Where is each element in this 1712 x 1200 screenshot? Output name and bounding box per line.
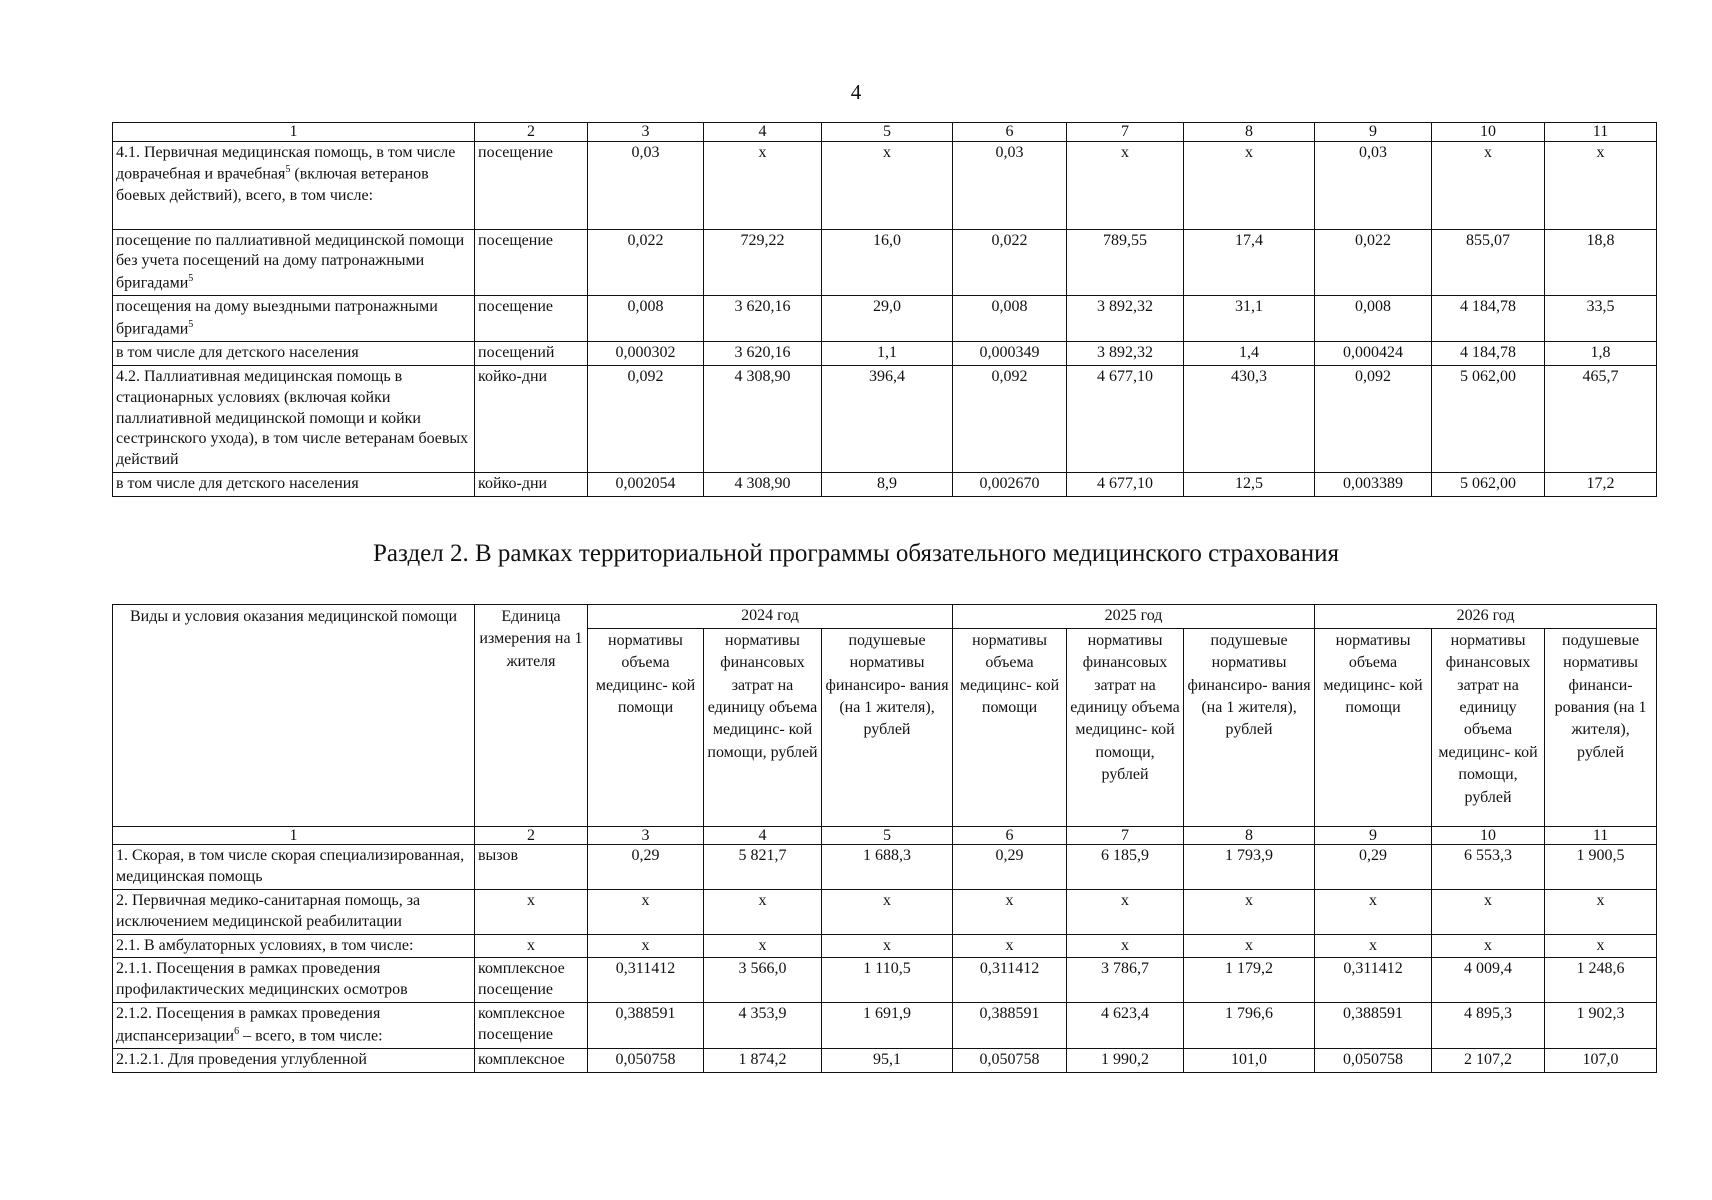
cell-value: 5 821,7: [704, 845, 822, 890]
subheader-cost: нормативы финансовых затрат на единицу объема медицинс- кой помощи, рублей: [1067, 628, 1184, 826]
row-label: 2. Первичная медико-санитарная помощь, за исключением медицинской реабилитации: [113, 889, 475, 934]
cell-value: x: [1432, 141, 1545, 229]
cell-value: 18,8: [1545, 229, 1657, 296]
subheader-percapita: подушевые нормативы финансиро- вания (на 1 жителя), рублей: [822, 628, 953, 826]
cell-value: 8,9: [822, 473, 953, 497]
cell-value: 0,022: [953, 229, 1067, 296]
cell-value: x: [1184, 889, 1315, 934]
cell-value: x: [1067, 141, 1184, 229]
cell-value: 729,22: [704, 229, 822, 296]
cell-value: 3 786,7: [1067, 958, 1184, 1003]
table-row: [113, 845, 1657, 890]
column-number: 4: [704, 826, 822, 845]
table-row: [113, 889, 1657, 934]
cell-value: 4 184,78: [1432, 342, 1545, 366]
row-label: 2.1.2. Посещения в рамках проведения диспансеризации$^6$ – всего, в том числе:: [113, 1002, 475, 1048]
cell-value: 0,022: [588, 229, 704, 296]
footnote-marker: 6: [234, 1025, 240, 1037]
cell-value: 4 895,3: [1432, 1002, 1545, 1048]
cell-value: x: [704, 889, 822, 934]
table-header-row: [113, 605, 1657, 629]
cell-value: 1 874,2: [704, 1048, 822, 1072]
table-row: [113, 366, 1657, 473]
cell-value: 0,388591: [1315, 1002, 1432, 1048]
cell-value: 101,0: [1184, 1048, 1315, 1072]
row-label: в том числе для детского населения: [113, 473, 475, 497]
header-unit: Единица измерения на 1 жителя: [475, 605, 588, 827]
cell-value: x: [588, 934, 704, 958]
row-unit: посещение: [475, 296, 588, 342]
cell-value: 0,002054: [588, 473, 704, 497]
cell-value: 1 110,5: [822, 958, 953, 1003]
cell-value: 0,008: [1315, 296, 1432, 342]
cell-value: 12,5: [1184, 473, 1315, 497]
cell-value: 0,092: [953, 366, 1067, 473]
row-unit: посещений: [475, 342, 588, 366]
cell-value: 4 677,10: [1067, 473, 1184, 497]
cell-value: 3 566,0: [704, 958, 822, 1003]
cell-value: 3 620,16: [704, 296, 822, 342]
cell-value: 0,002670: [953, 473, 1067, 497]
section-title: Раздел 2. В рамках территориальной программы обязательного медицинского страхования: [373, 540, 1339, 567]
table-row: [113, 1002, 1657, 1048]
row-unit: вызов: [475, 845, 588, 890]
cell-value: 855,07: [1432, 229, 1545, 296]
row-unit: x: [475, 934, 588, 958]
cell-value: x: [1067, 934, 1184, 958]
column-number: 3: [588, 123, 704, 142]
column-number: 5: [822, 826, 953, 845]
column-numbers-row: [113, 123, 1657, 142]
row-label: 4.2. Паллиативная медицинская помощь в стационарных условиях (включая койки паллиативной медицинской помощи и койки сестринского ухода), в том числе ветеранам боевых действий: [113, 366, 475, 473]
column-number: 2: [475, 826, 588, 845]
footnote-marker: 5: [285, 164, 291, 176]
cell-value: 4 009,4: [1432, 958, 1545, 1003]
cell-value: 0,311412: [953, 958, 1067, 1003]
column-number: 10: [1432, 826, 1545, 845]
cell-value: x: [704, 141, 822, 229]
cell-value: 4 353,9: [704, 1002, 822, 1048]
row-unit: койко-дни: [475, 473, 588, 497]
cell-value: x: [1184, 934, 1315, 958]
column-number: 9: [1315, 826, 1432, 845]
subheader-percapita: подушевые нормативы финансиро- вания (на 1 жителя), рублей: [1184, 628, 1315, 826]
row-unit: комплексное: [475, 1048, 588, 1072]
column-number: 6: [953, 123, 1067, 142]
row-label: 2.1.2.1. Для проведения углубленной: [113, 1048, 475, 1072]
cell-value: 5 062,00: [1432, 366, 1545, 473]
cell-value: 1 902,3: [1545, 1002, 1657, 1048]
table-row: [113, 934, 1657, 958]
table-row: [113, 1048, 1657, 1072]
column-number: 8: [1184, 826, 1315, 845]
column-numbers-row: [113, 826, 1657, 845]
cell-value: x: [822, 934, 953, 958]
table-row: [113, 229, 1657, 296]
subheader-cost: нормативы финансовых затрат на единицу объема медицинс- кой помощи, рублей: [1432, 628, 1545, 826]
cell-value: 0,050758: [588, 1048, 704, 1072]
column-number: 1: [113, 826, 475, 845]
table-row: [113, 342, 1657, 366]
subheader-volume: нормативы объема медицинс- кой помощи: [1315, 628, 1432, 826]
cell-value: 6 185,9: [1067, 845, 1184, 890]
cell-value: 3 620,16: [704, 342, 822, 366]
cell-value: x: [822, 889, 953, 934]
cell-value: 4 184,78: [1432, 296, 1545, 342]
cell-value: x: [1067, 889, 1184, 934]
cell-value: 430,3: [1184, 366, 1315, 473]
column-number: 7: [1067, 123, 1184, 142]
column-number: 4: [704, 123, 822, 142]
cell-value: 33,5: [1545, 296, 1657, 342]
cell-value: x: [822, 141, 953, 229]
row-label: посещение по паллиативной медицинской помощи без учета посещений на дому патронажными бригадами$^5$: [113, 229, 475, 296]
cell-value: 0,050758: [1315, 1048, 1432, 1072]
page-number: 4: [850, 80, 862, 104]
column-number: 8: [1184, 123, 1315, 142]
subheader-volume: нормативы объема медицинс- кой помощи: [588, 628, 704, 826]
cell-value: 1 796,6: [1184, 1002, 1315, 1048]
cell-value: x: [1432, 934, 1545, 958]
cell-value: 0,008: [588, 296, 704, 342]
cell-value: x: [1184, 141, 1315, 229]
cell-value: 31,1: [1184, 296, 1315, 342]
cell-value: 1 179,2: [1184, 958, 1315, 1003]
table-row: [113, 296, 1657, 342]
cell-value: x: [588, 889, 704, 934]
cell-value: x: [1545, 934, 1657, 958]
cell-value: 0,311412: [588, 958, 704, 1003]
subheader-percapita: подушевые нормативы финанси- рования (на 1 жителя), рублей: [1545, 628, 1657, 826]
cell-value: x: [1315, 934, 1432, 958]
cell-value: 0,050758: [953, 1048, 1067, 1072]
cell-value: 5 062,00: [1432, 473, 1545, 497]
table-palliative-care: [112, 122, 1657, 497]
row-unit: x: [475, 889, 588, 934]
subheader-cost: нормативы финансовых затрат на единицу объема медицинс- кой помощи, рублей: [704, 628, 822, 826]
cell-value: 1 688,3: [822, 845, 953, 890]
row-label: 2.1. В амбулаторных условиях, в том числе:: [113, 934, 475, 958]
cell-value: 1,8: [1545, 342, 1657, 366]
column-number: 3: [588, 826, 704, 845]
cell-value: 0,000424: [1315, 342, 1432, 366]
cell-value: 0,000349: [953, 342, 1067, 366]
cell-value: x: [953, 889, 1067, 934]
cell-value: 1 990,2: [1067, 1048, 1184, 1072]
cell-value: 3 892,32: [1067, 342, 1184, 366]
cell-value: 4 308,90: [704, 473, 822, 497]
cell-value: x: [1315, 889, 1432, 934]
cell-value: 789,55: [1067, 229, 1184, 296]
row-unit: комплексное посещение: [475, 1002, 588, 1048]
cell-value: 0,03: [953, 141, 1067, 229]
row-label: 4.1. Первичная медицинская помощь, в том числе доврачебная и врачебная$^5$ (включая ветеранов боевых действий), всего, в том числе:: [113, 141, 475, 229]
cell-value: x: [953, 934, 1067, 958]
cell-value: x: [1545, 141, 1657, 229]
cell-value: 16,0: [822, 229, 953, 296]
column-number: 11: [1545, 826, 1657, 845]
cell-value: 0,29: [1315, 845, 1432, 890]
cell-value: x: [1545, 889, 1657, 934]
footnote-marker: 5: [188, 319, 194, 331]
cell-value: 1 691,9: [822, 1002, 953, 1048]
cell-value: 0,000302: [588, 342, 704, 366]
cell-value: 4 623,4: [1067, 1002, 1184, 1048]
table-row: [113, 473, 1657, 497]
header-year-2026: 2026 год: [1315, 605, 1657, 629]
cell-value: 4 677,10: [1067, 366, 1184, 473]
row-unit: койко-дни: [475, 366, 588, 473]
cell-value: 1,1: [822, 342, 953, 366]
cell-value: 0,388591: [953, 1002, 1067, 1048]
cell-value: 1 248,6: [1545, 958, 1657, 1003]
column-number: 1: [113, 123, 475, 142]
column-number: 11: [1545, 123, 1657, 142]
cell-value: 0,03: [1315, 141, 1432, 229]
row-label: посещения на дому выездными патронажными бригадами$^5$: [113, 296, 475, 342]
cell-value: 4 308,90: [704, 366, 822, 473]
cell-value: 1 900,5: [1545, 845, 1657, 890]
cell-value: 0,092: [588, 366, 704, 473]
table-oms-program: [112, 604, 1657, 1073]
footnote-marker: 5: [188, 273, 194, 285]
row-label: 1. Скорая, в том числе скорая специализированная, медицинская помощь: [113, 845, 475, 890]
cell-value: 2 107,2: [1432, 1048, 1545, 1072]
cell-value: 0,311412: [1315, 958, 1432, 1003]
cell-value: 95,1: [822, 1048, 953, 1072]
header-kinds: Виды и условия оказания медицинской помощи: [113, 605, 475, 827]
column-number: 10: [1432, 123, 1545, 142]
header-year-2024: 2024 год: [588, 605, 953, 629]
column-number: 9: [1315, 123, 1432, 142]
row-unit: комплексное посещение: [475, 958, 588, 1003]
cell-value: 0,29: [953, 845, 1067, 890]
cell-value: 1,4: [1184, 342, 1315, 366]
cell-value: 0,092: [1315, 366, 1432, 473]
cell-value: 0,03: [588, 141, 704, 229]
row-unit: посещение: [475, 141, 588, 229]
cell-value: 0,388591: [588, 1002, 704, 1048]
cell-value: x: [704, 934, 822, 958]
row-label: 2.1.1. Посещения в рамках проведения профилактических медицинских осмотров: [113, 958, 475, 1003]
table-row: [113, 141, 1657, 229]
cell-value: 17,4: [1184, 229, 1315, 296]
column-number: 5: [822, 123, 953, 142]
cell-value: 0,29: [588, 845, 704, 890]
cell-value: 6 553,3: [1432, 845, 1545, 890]
column-number: 7: [1067, 826, 1184, 845]
cell-value: 0,022: [1315, 229, 1432, 296]
cell-value: 0,003389: [1315, 473, 1432, 497]
cell-value: 3 892,32: [1067, 296, 1184, 342]
subheader-volume: нормативы объема медицинс- кой помощи: [953, 628, 1067, 826]
header-year-2025: 2025 год: [953, 605, 1315, 629]
cell-value: x: [1432, 889, 1545, 934]
table-row: [113, 958, 1657, 1003]
cell-value: 396,4: [822, 366, 953, 473]
row-unit: посещение: [475, 229, 588, 296]
cell-value: 17,2: [1545, 473, 1657, 497]
cell-value: 29,0: [822, 296, 953, 342]
cell-value: 1 793,9: [1184, 845, 1315, 890]
cell-value: 465,7: [1545, 366, 1657, 473]
cell-value: 0,008: [953, 296, 1067, 342]
row-label: в том числе для детского населения: [113, 342, 475, 366]
cell-value: 107,0: [1545, 1048, 1657, 1072]
column-number: 2: [475, 123, 588, 142]
column-number: 6: [953, 826, 1067, 845]
